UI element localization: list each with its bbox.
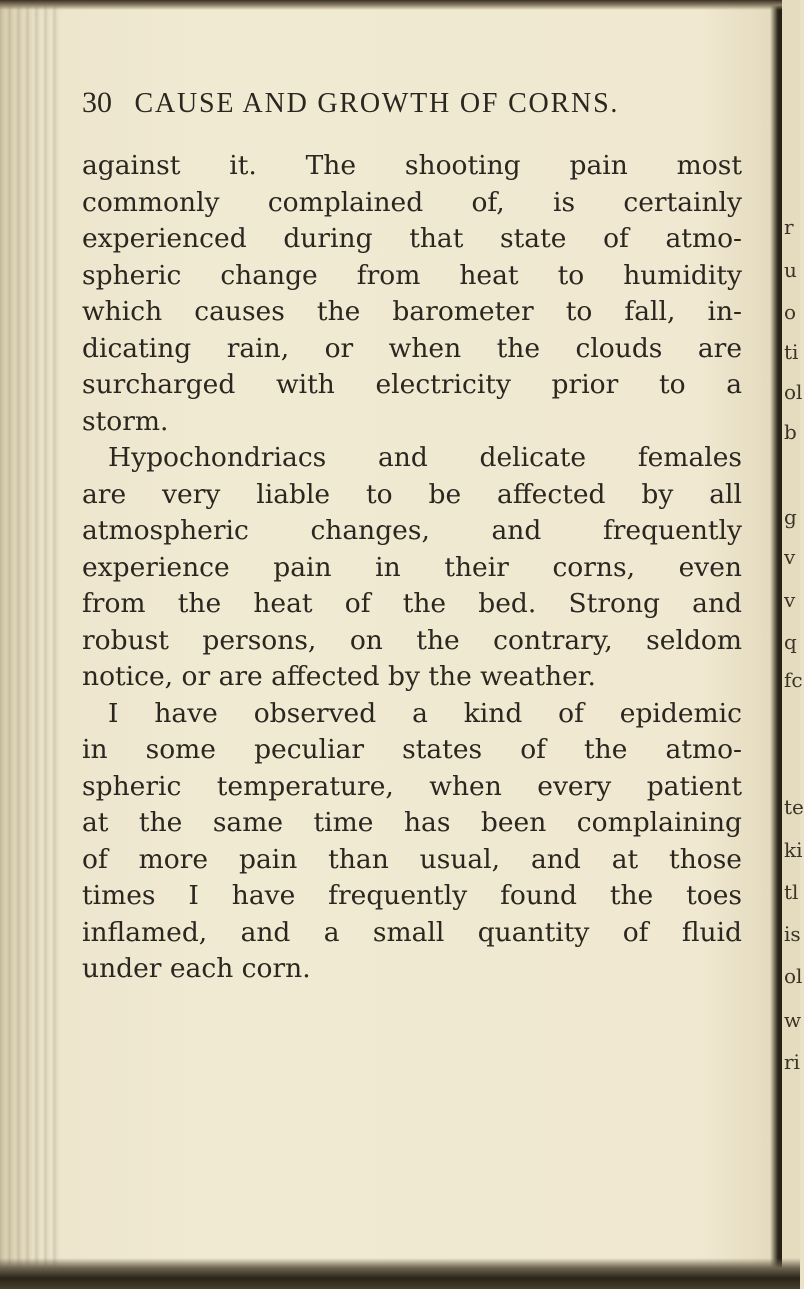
body-text bbox=[82, 148, 742, 988]
adjacent-page-strip bbox=[782, 0, 804, 1289]
adjacent-page-fragment: r bbox=[784, 215, 794, 239]
adjacent-page-fragment: ki bbox=[784, 838, 803, 862]
text-line: against it. The shooting pain most bbox=[82, 150, 742, 181]
page-top-edge bbox=[0, 0, 800, 10]
text-line: atmospheric changes, and frequently bbox=[82, 515, 742, 546]
adjacent-page-fragment: ol bbox=[784, 380, 803, 404]
text-line: notice, or are affected by the weather. bbox=[82, 661, 596, 692]
text-line: storm. bbox=[82, 405, 169, 437]
text-line: of more pain than usual, and at those bbox=[82, 843, 742, 875]
adjacent-page-fragment: is bbox=[784, 922, 801, 946]
text-line: commonly complained of, is certainly bbox=[82, 186, 742, 218]
text-line: in some peculiar states of the atmo- bbox=[82, 734, 742, 765]
text-line: under each corn. bbox=[82, 953, 311, 984]
paragraph bbox=[82, 148, 742, 440]
adjacent-page-fragment: v bbox=[784, 545, 796, 569]
text-line: spheric change from heat to humidity bbox=[82, 259, 742, 291]
book-binding-edge bbox=[0, 0, 60, 1289]
adjacent-page-fragment: fc bbox=[784, 668, 803, 692]
adjacent-page-fragment: ol bbox=[784, 964, 803, 988]
paragraph bbox=[82, 440, 742, 696]
running-header bbox=[82, 86, 619, 120]
page-bottom-edge bbox=[0, 1258, 800, 1289]
adjacent-page-fragment: v bbox=[784, 588, 796, 612]
adjacent-page-fragment: u bbox=[784, 258, 797, 282]
adjacent-page-fragment: w bbox=[784, 1008, 802, 1032]
text-line: inflamed, and a small quantity of fluid bbox=[82, 916, 742, 948]
adjacent-page-fragment: ri bbox=[784, 1050, 800, 1074]
adjacent-page-fragment: o bbox=[784, 300, 797, 324]
paragraph bbox=[82, 696, 742, 988]
text-line: at the same time has been complaining bbox=[82, 807, 742, 838]
adjacent-page-fragment: q bbox=[784, 630, 797, 654]
text-line: spheric temperature, when every patient bbox=[82, 770, 742, 802]
text-line: surcharged with electricity prior to a bbox=[82, 369, 742, 400]
text-line: dicating rain, or when the clouds are bbox=[82, 332, 742, 364]
text-line: experience pain in their corns, even bbox=[82, 551, 742, 583]
text-line: I have observed a kind of epidemic bbox=[108, 697, 742, 729]
adjacent-page-fragment: g bbox=[784, 505, 797, 529]
text-line: from the heat of the bed. Strong and bbox=[82, 588, 742, 619]
text-line: Hypochondriacs and delicate females bbox=[108, 442, 742, 473]
adjacent-page-fragment: ti bbox=[784, 340, 799, 364]
running-title: CAUSE AND GROWTH OF CORNS. bbox=[134, 88, 620, 119]
adjacent-page-fragment: te bbox=[784, 795, 804, 819]
text-line: which causes the barometer to fall, in- bbox=[82, 296, 742, 327]
adjacent-page-fragment: b bbox=[784, 420, 797, 444]
text-line: are very liable to be affected by all bbox=[82, 478, 742, 510]
text-line: experienced during that state of atmo- bbox=[82, 223, 742, 254]
text-line: robust persons, on the contrary, seldom bbox=[82, 624, 742, 656]
text-line: times I have frequently found the toes bbox=[82, 880, 742, 911]
adjacent-page-fragment: tl bbox=[784, 880, 799, 904]
page-number: 30 bbox=[82, 86, 112, 119]
